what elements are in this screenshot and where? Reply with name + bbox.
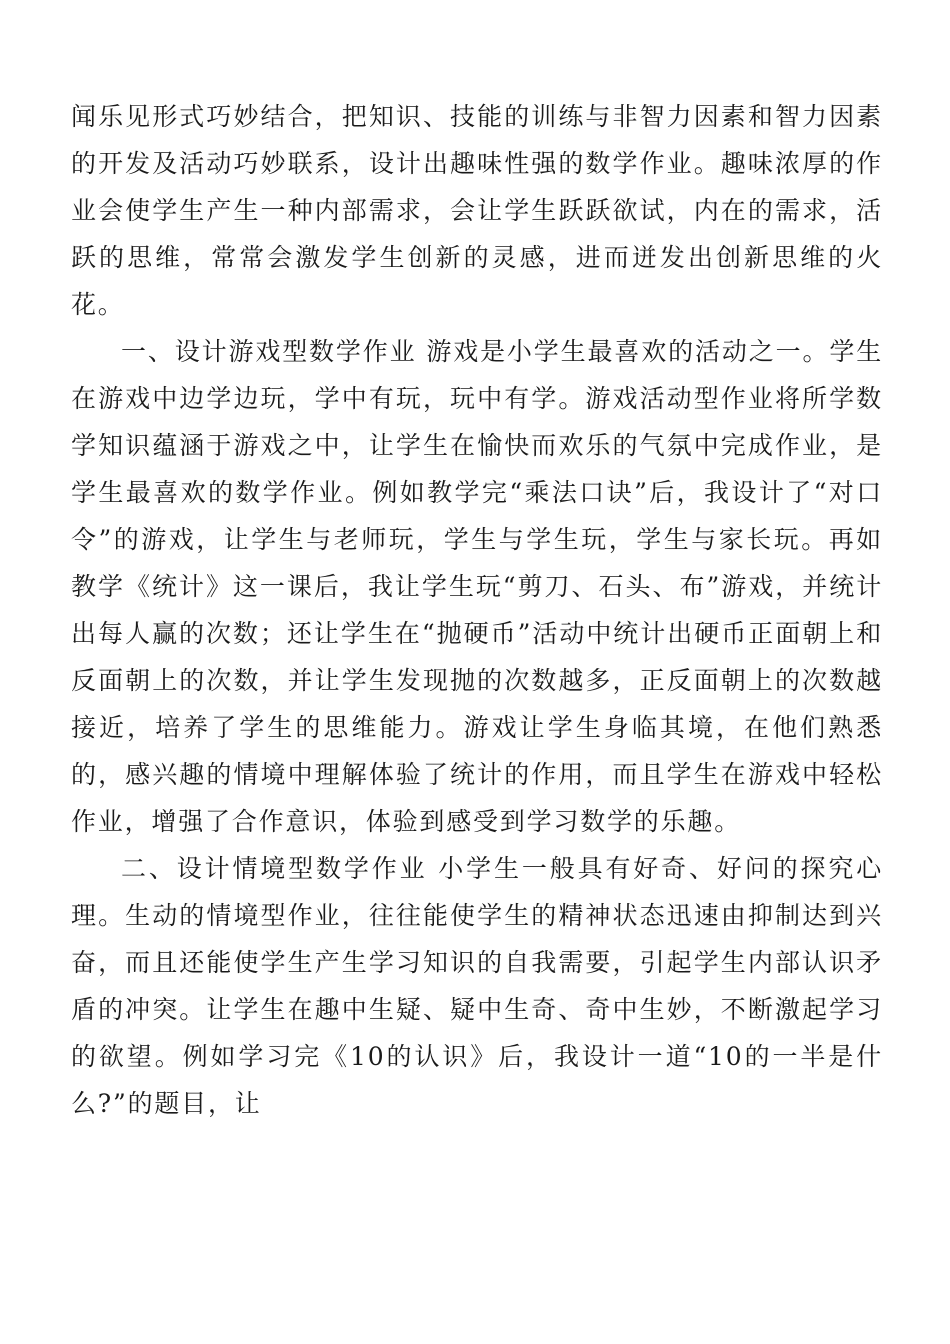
document-page [71,93,883,1127]
paragraph-situation-homework: 二、设计情境型数学作业 小学生一般具有好奇、好问的探究心理。生动的情境型作业，往往能使学生的精神状态迅速由抑制达到兴奋，而且还能使学生产生学习知识的自我需要，引起学生内部认识矛盾的冲突。让学生在趣中生疑、疑中生奇、奇中生妙，不断激起学习的欲望。例如学习完《10的认识》后，我设计一道“10的一半是什么?”的题目，让 [71,854,883,1118]
paragraph-continuation: 闻乐见形式巧妙结合，把知识、技能的训练与非智力因素和智力因素的开发及活动巧妙联系，设计出趣味性强的数学作业。趣味浓厚的作业会使学生产生一种内部需求，会让学生跃跃欲试，内在的需求，活跃的思维，常常会激发学生创新的灵感，进而迸发出创新思维的火花。 [71,102,883,319]
paragraph-game-homework: 一、设计游戏型数学作业 游戏是小学生最喜欢的活动之一。学生在游戏中边学边玩，学中有玩，玩中有学。游戏活动型作业将所学数学知识蕴涵于游戏之中，让学生在愉快而欢乐的气氛中完成作业，是学生最喜欢的数学作业。例如教学完“乘法口诀”后，我设计了“对口令”的游戏，让学生与老师玩，学生与学生玩，学生与家长玩。再如教学《统计》这一课后，我让学生玩“剪刀、石头、布”游戏，并统计出每人赢的次数；还让学生在“抛硬币”活动中统计出硬币正面朝上和反面朝上的次数，并让学生发现抛的次数越多，正反面朝上的次数越接近，培养了学生的思维能力。游戏让学生身临其境，在他们熟悉的，感兴趣的情境中理解体验了统计的作用，而且学生在游戏中轻松作业，增强了合作意识，体验到感受到学习数学的乐趣。 [71,337,883,836]
